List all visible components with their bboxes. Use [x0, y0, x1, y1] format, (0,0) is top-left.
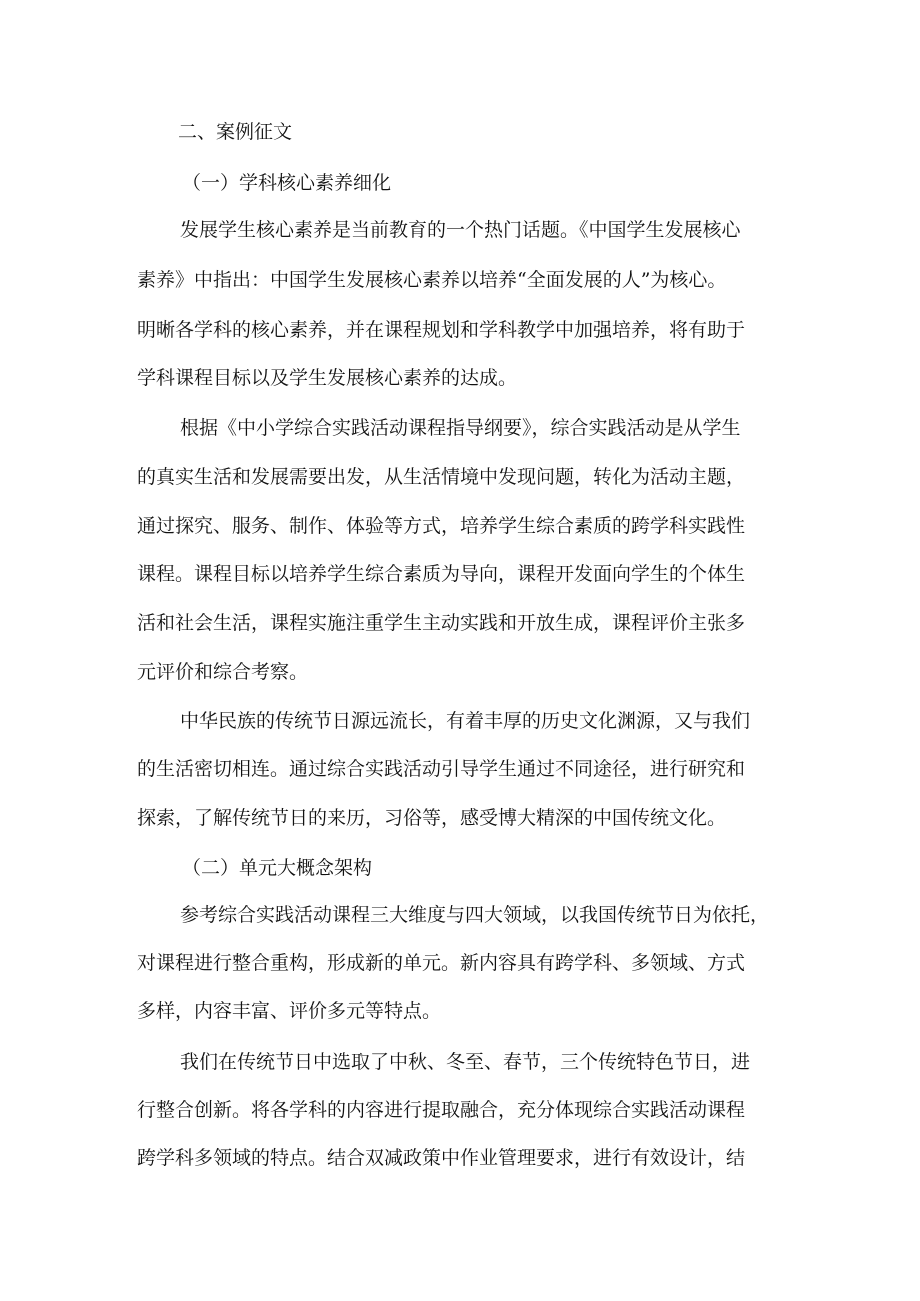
paragraph-line: 元评价和综合考察。 — [137, 661, 309, 683]
paragraph-line: 发展学生核心素养是当前教育的一个热门话题。《中国学生发展核心 — [180, 219, 741, 241]
paragraph-line: 根据《中小学综合实践活动课程指导纲要》，综合实践活动是从学生 — [180, 417, 741, 439]
paragraph-line: 我们在传统节日中选取了中秋、冬至、春节，三个传统特色节日，进 — [180, 1051, 751, 1073]
main-heading: 二、案例征文 — [178, 121, 293, 143]
paragraph-line: 素养》中指出：中国学生发展核心素养以培养“全面发展的人”为核心。 — [137, 269, 727, 291]
paragraph-line: 跨学科多领域的特点。结合双减政策中作业管理要求，进行有效设计，结 — [137, 1147, 746, 1169]
paragraph-line: 探索，了解传统节日的来历，习俗等，感受博大精深的中国传统文化。 — [137, 807, 727, 829]
paragraph-line: 明晰各学科的核心素养，并在课程规划和学科教学中加强培养，将有助于 — [137, 319, 746, 341]
paragraph-line: 中华民族的传统节日源远流长，有着丰厚的历史文化渊源，又与我们 — [180, 710, 751, 732]
paragraph-line: 活和社会生活，课程实施注重学生主动实践和开放生成，课程评价主张多 — [137, 612, 746, 634]
paragraph-line: 学科课程目标以及学生发展核心素养的达成。 — [137, 367, 518, 389]
paragraph-line: 行整合创新。将各学科的内容进行提取融合，充分体现综合实践活动课程 — [137, 1099, 746, 1121]
paragraph-line: 的生活密切相连。通过综合实践活动引导学生通过不同途径，进行研究和 — [137, 758, 746, 780]
paragraph-line: 通过探究、服务、制作、体验等方式，培养学生综合素质的跨学科实践性 — [137, 515, 746, 537]
paragraph-line: 的真实生活和发展需要出发，从生活情境中发现问题，转化为活动主题， — [137, 466, 746, 488]
paragraph-line: 对课程进行整合重构，形成新的单元。新内容具有跨学科、多领域、方式 — [137, 952, 746, 974]
paragraph-line: 课程。课程目标以培养学生综合素质为导向，课程开发面向学生的个体生 — [137, 563, 746, 585]
paragraph-line: 多样，内容丰富、评价多元等特点。 — [137, 1000, 442, 1022]
paragraph-line: 参考综合实践活动课程三大维度与四大领域，以我国传统节日为依托， — [180, 904, 770, 926]
section-2-heading: （二）单元大概念架构 — [182, 857, 373, 879]
section-1-heading: （一）学科核心素养细化 — [182, 172, 392, 194]
